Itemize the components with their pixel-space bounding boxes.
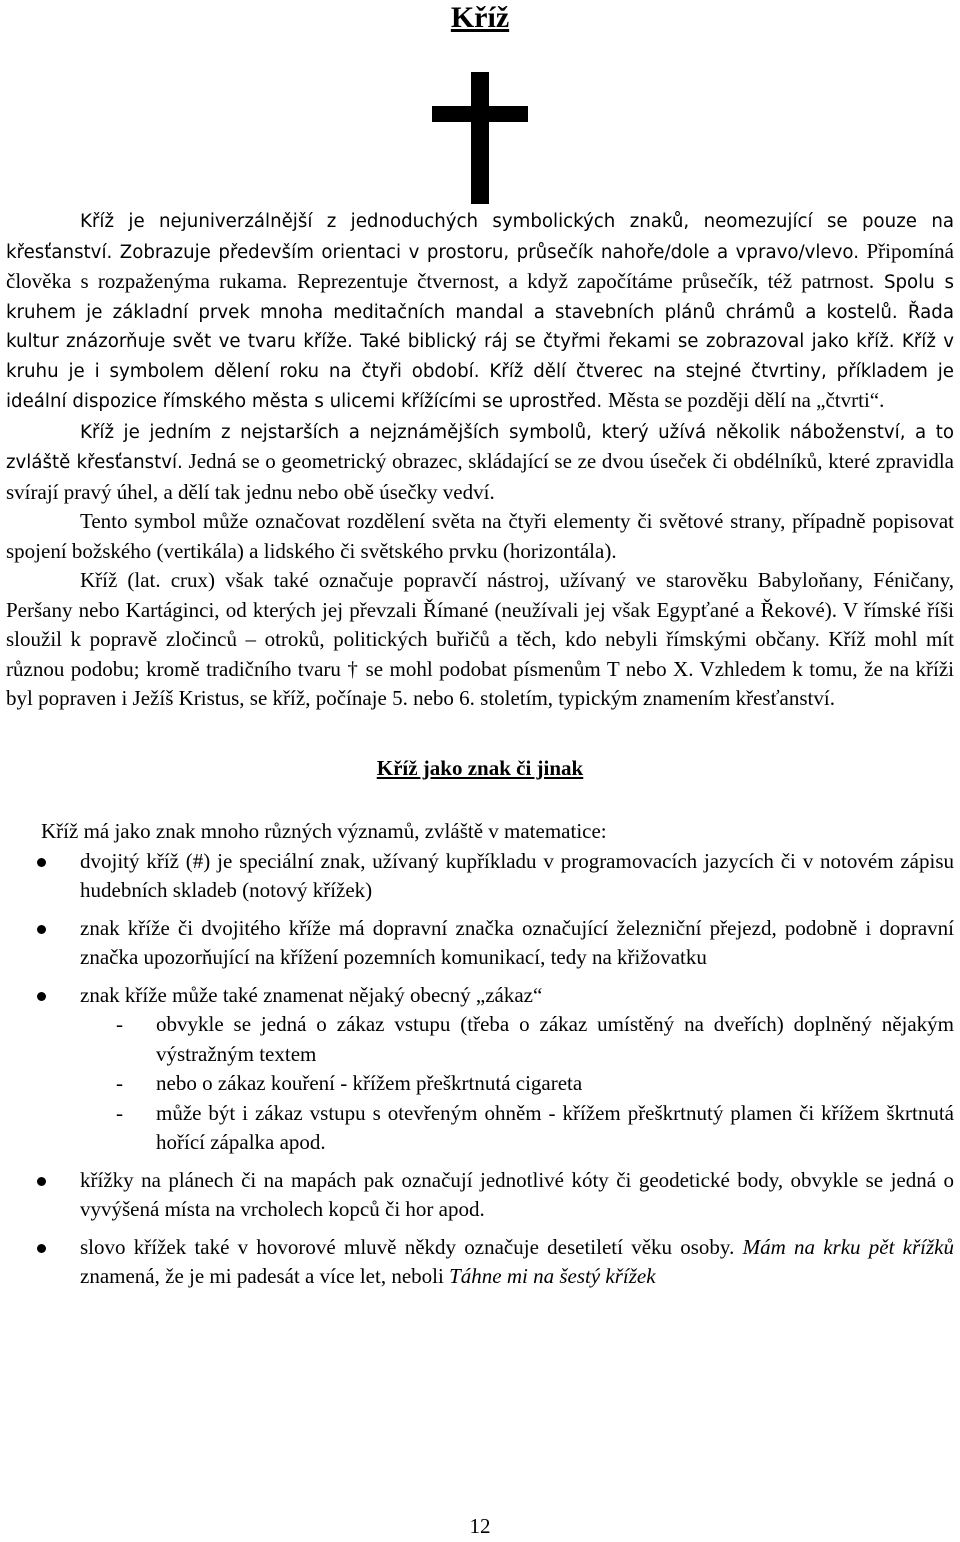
sub-list-item [116,1099,954,1158]
para4-part-a: Kříž (lat. [80,568,161,592]
list-item-text: křížky na plánech či na mapách pak označují jednotlivé kóty či geodetické body, obvykle se jedná o vyvýšená místa na vrcholech kopců či hor apod. [80,1167,954,1221]
bullet-icon [37,1177,46,1186]
intro-sentence: Města se později dělí na „čtvrti“. [607,388,885,412]
list-item-italic: Mám na krku pět křížků [742,1234,955,1259]
sub-list [80,1010,954,1158]
sub-list-item-text: může být i zákaz vstupu s otevřeným ohněm - křížem přeškrtnutý plamen či křížem škrtnutá hořící zápalka apod. [156,1100,954,1154]
list-item [80,914,954,973]
para4-part-b: crux) však také označuje popravčí nástroj, užívaný ve starověku Babyloňany, Féničany, Peršany nebo Kartáginci, od kterých jej převzali Římané (neužívali jej však Egypťané a Řekové). [6,568,955,622]
paragraph-2 [6,417,954,508]
list-item-italic: Táhne mi na šestý křížek [449,1264,656,1288]
intro-sentence: Zobrazuje především orientaci v prostoru, průsečík nahoře/dole a vpravo/vlevo. [119,241,859,263]
list-item [80,847,954,906]
bullet-icon [37,992,46,1001]
dash-icon: - [116,1012,123,1036]
list-item [80,1166,954,1225]
bullet-icon [37,925,46,934]
bullet-icon [37,1244,46,1253]
intro-sentence: Kříž je nejuniverzálnější z jednoduchých symbolických znaků, neomezující se pouze na křesťanství. [6,211,954,263]
paragraph-4 [6,566,954,714]
meaning-list [6,847,954,1292]
para2-serif-text: Jedná se o geometrický obrazec, skládající se ze dvou úseček či obdélníků, které zpravidla svírají pravý úhel, a dělí tak jednu nebo obě úsečky vedví. [6,449,955,504]
sub-list-item [116,1069,954,1099]
dash-icon: - [116,1071,123,1095]
intro-sentence: Spolu s kruhem je základní prvek mnoha meditačních mandal a stavebních plánů chrámů a kostelů. [6,272,954,323]
list-item-text: znak kříže či dvojitého kříže má dopravní značka označující železniční přejezd, podobně i dopravní značka upozorňující na křížení pozemních komunikací, tedy na křižovatku [80,915,954,969]
list-item-text: znak kříže může také znamenat nějaký obecný „zákaz“ [80,982,543,1007]
page-title: Kříž [450,1,510,34]
sub-list-item-text: obvykle se jedná o zákaz vstupu (třeba o zákaz umístěný na dveřích) doplněný nějakým výstražným textem [156,1012,954,1066]
sub-list-item [116,1010,954,1069]
intro-sentence: Připomíná člověka s rozpaženýma rukama. [6,238,954,293]
para4-part-c: V římské říši sloužil k popravě zločinců – otroků, politických buřičů a těch, kdo nebyli římskými občany. Kříž mohl mít různou podobu; kromě tradičního tvaru † se mohl podobat písmenům T nebo X. Vzhledem k tomu, že na kříži byl popraven i Ježíš Kristus, se kříž, počínaje 5. nebo 6. stoletím, typickým znamením křesťanství. [6,597,954,710]
list-item [80,981,954,1158]
list-item [80,1233,954,1292]
list-item-text: znamená, že je mi padesát a více let, neboli [80,1264,444,1288]
paragraph-3: Tento symbol může označovat rozdělení světa na čtyři elementy či světové strany, případně popisovat spojení božského (vertikála) a lidského či světského prvku (horizontála). [6,509,954,563]
list-item-text: slovo křížek také v hovorové mluvě někdy označuje desetiletí věku osoby. [80,1234,735,1259]
intro-sentence: Reprezentuje čtvernost, a když započítáme průsečík, též patrnost. [297,269,875,293]
intro-sentence: Také biblický ráj se čtyřmi řekami se zobrazoval jako kříž. [360,331,895,352]
intro-paragraph [6,207,954,417]
intro-sentence: Kříž v kruhu je i symbolem dělení roku na čtyři období. [6,331,954,382]
intro-sentence: Kříž dělí čtverec na stejné čtvrtiny, příkladem je ideální dispozice římského města s ulicemi křížícími se uprostřed. [6,360,954,412]
cross-figure [6,72,954,204]
page-number: 12 [469,1514,491,1538]
sub-list-item-text: nebo o zákaz kouření - křížem přeškrtnutá cigareta [156,1071,583,1095]
list-intro: Kříž má jako znak mnoho různých významů, zvláště v matematice: [41,819,607,843]
section-title: Kříž jako znak či jinak [376,755,584,780]
para2-sans-text: Kříž je jedním z nejstarších a nejznámějších symbolů, který užívá několik náboženství, a to zvláště křesťanství. [6,421,954,473]
bullet-icon [37,858,46,867]
intro-sentence: Řada kultur znázorňuje svět ve tvaru kříže. [6,301,954,352]
dash-icon: - [116,1100,123,1125]
list-item-text: dvojitý kříž (#) je speciální znak, užívaný kupříkladu v programovacích jazycích či v notovém zápisu hudebních skladeb (notový křížek) [80,848,954,902]
latin-cross-icon [432,72,528,204]
